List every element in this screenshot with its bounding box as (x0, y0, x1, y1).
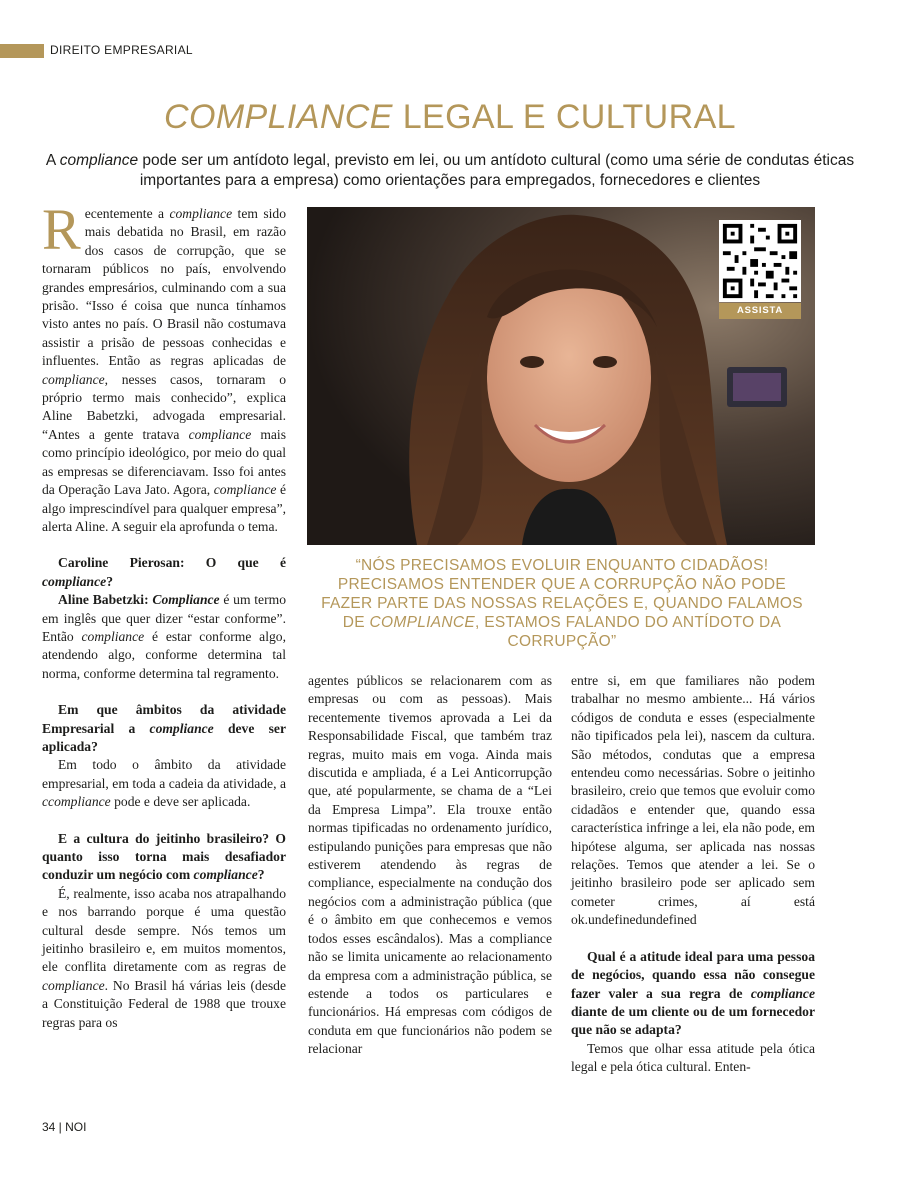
qr-watch-label[interactable]: ASSISTA (719, 303, 801, 319)
interview-question: Qual é a atitude ideal para uma pessoa de negócios, quando essa não consegue fazer valer a sua regra de compliance diante de um cliente ou de um fornecedor que não se adapta? (571, 948, 815, 1038)
article-column-1 (42, 197, 286, 1032)
interview-answer-continued: entre si, em que familiares não podem trabalhar no mesmo ambiente... Há vários códigos de conduta e esses (especialmente não tipificados pela lei), nascem da cultura. São métodos, condutas que a empresa entendeu como necessárias. Sobre o jeitinho brasileiro, creio que temos que evoluir como cidadãos e entender que, quando essa característica infringe a lei, ela não pode, em hipótese alguma, ser aplicada nas nossas relações. Temos que atender a lei. Se o jeitinho brasileiro pode ser aplicado sem cometer crimes, aí está ok.undefinedundefined (571, 673, 815, 928)
qr-code-icon (719, 220, 801, 302)
article-column-2 (308, 672, 552, 1059)
title-italic: COMPLIANCE (164, 98, 393, 136)
interview-answer: Aline Babetzki: Compliance é um termo em inglês que quer dizer “estar conforme”. Então compliance é estar conforme algo, atendendo algo, conforme determina tal norma, conforme determina tal regramento. (42, 592, 286, 681)
section-color-bar (0, 44, 44, 58)
lead-paragraph (40, 151, 860, 191)
interview-question: Caroline Pierosan: O que é compliance? (42, 555, 286, 589)
page-title (0, 98, 900, 137)
pull-quote-text: , ESTAMOS FALANDO DO ANTÍDOTO DA CORRUPÇÃO” (475, 614, 782, 650)
interview-answer: Em todo o âmbito da atividade empresarial, em toda a cadeia da atividade, a ccompliance pode e deve ser aplicada. (42, 757, 286, 810)
pull-quote-italic: COMPLIANCE (369, 614, 476, 631)
drop-cap: R (42, 197, 81, 262)
page-folio: 34 | NOI (42, 1120, 87, 1134)
section-label: DIREITO EMPRESARIAL (50, 43, 193, 57)
lead-text: A (45, 152, 60, 169)
pull-quote (312, 556, 812, 651)
lead-italic: compliance (59, 152, 139, 169)
article-paragraph: Recentemente a compliance tem sido mais debatida no Brasil, em razão dos casos de corrupção, que se tornaram públicos no país, envolvendo grandes empresários, culminando com a sua prisão. “Isso é coisa que nunca tínhamos visto antes no país. O Brasil não costumava assistir a prisão de pessoas conhecidas e influentes. Então as regras aplicadas de compliance, nesses casos, tornaram o próprio termo mais conhecido”, explica Aline Babetzki, advogada empresarial. “Antes a gente tratava compliance mais como princípio ideológico, por meio do qual as empresas se diferenciavam. Isso foi antes da Operação Lava Jato. Agora, compliance é algo imprescindível para qualquer empresa”, alerta Aline. A seguir ela aprofunda o tema. (42, 197, 286, 534)
interview-answer: É, realmente, isso acaba nos atrapalhando e nos barrando porque é uma questão cultural desde sempre. Nós temos um jeitinho brasileiro e, em muitos momentos, ele conflita diretamente com as regras de compliance. No Brasil há várias leis (desde a Constituição Federal de 1988 que trouxe regras para os (42, 885, 286, 1030)
interview-question: E a cultura do jeitinho brasileiro? O quanto isso torna mais desafiador conduzir um negócio com compliance? (42, 830, 286, 883)
interview-question: Em que âmbitos da atividade Empresarial a compliance deve ser aplicada? (42, 702, 286, 754)
interview-answer-continued: agentes públicos se relacionarem com as empresas ou com as pessoas). Mais recentemente tivemos aprovada a Lei da Responsabilidade Fiscal, que também traz regras, muito mais em voga. Ainda mais discutida e ampliada, é a Lei Anticorrupção que, até popularmente, se chama de a “Lei da Empresa Limpa”. Ela trouxe então normas tipificadas no ordenamento jurídico, estipulando punições para empresas que não estiverem atendendo às regras de compliance, especialmente na condução dos negócios com a administração pública (que é o âmbito em que conhecemos e vemos todos esses escândalos). Mas a compliance não se limita unicamente ao relacionamento da empresa com a administração pública, se estende a todos os particulares e funcionários. Há empresas com códigos de conduta em que funcionários não podem se relacionar (308, 673, 552, 1057)
article-column-3 (571, 672, 815, 1077)
qr-code[interactable] (719, 220, 801, 302)
interview-answer: Temos que olhar essa atitude pela ótica legal e pela ótica cultural. Enten- (571, 1040, 815, 1075)
pull-quote-text: “NÓS PRECISAMOS EVOLUIR ENQUANTO CIDADÃOS! PRECISAMOS ENTENDER QUE A CORRUPÇÃO NÃO PODE FAZER PARTE DAS NOSSAS RELAÇÕES E, QUANDO FALAMOS DE (321, 557, 803, 631)
lead-text: pode ser um antídoto legal, previsto em lei, ou um antídoto cultural (como uma série de condutas éticas importantes para a empresa) como orientações para empregados, fornecedores e clientes (138, 152, 855, 189)
title-rest: LEGAL E CULTURAL (392, 98, 736, 136)
